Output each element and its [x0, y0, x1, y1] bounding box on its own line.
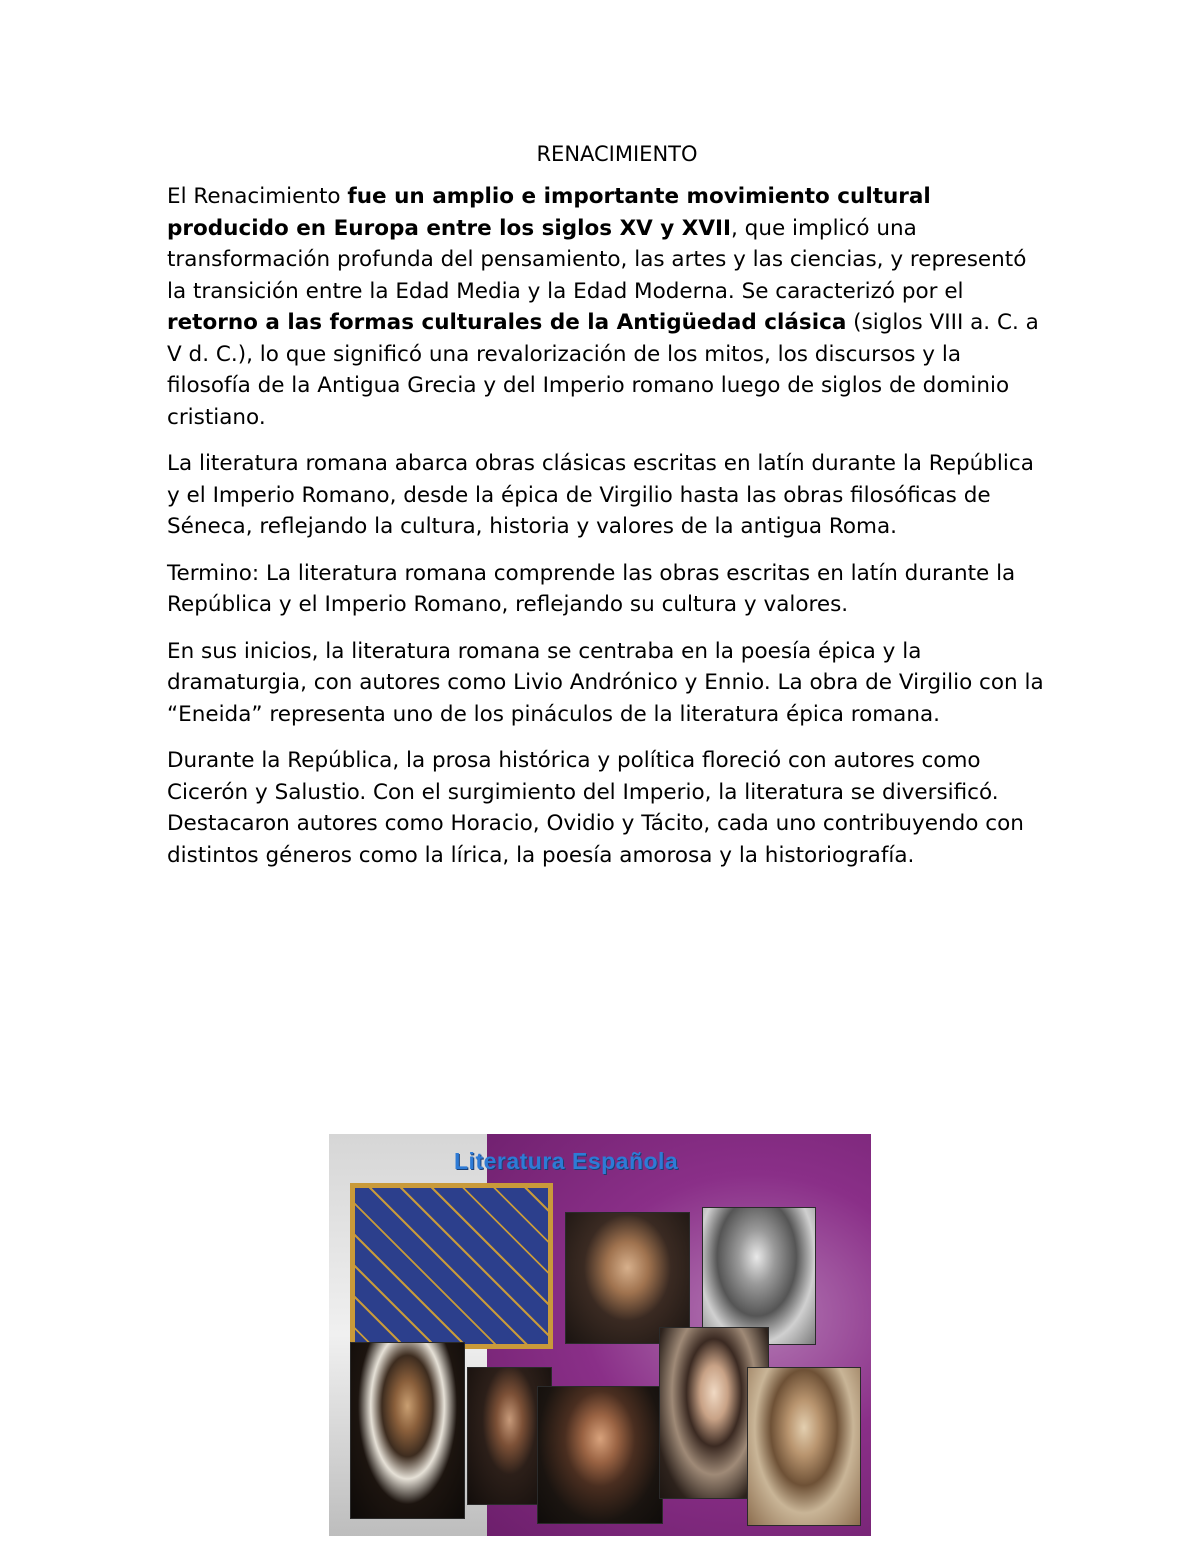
paragraph-1 — [167, 181, 1047, 433]
paragraph-3 — [167, 558, 1047, 621]
paragraph-1-run-1: El Renacimiento — [167, 184, 348, 209]
author-portrait-8 — [747, 1367, 861, 1526]
author-portrait-4 — [350, 1342, 465, 1519]
document-title: RENACIMIENTO — [536, 142, 698, 166]
paragraph-4-text: En sus inicios, la literatura romana se centraba en la poesía épica y la dramaturgia, con autores como Livio Andrónico y Ennio. La obra de Virgilio con la “Eneida” representa uno de los pináculos de la literatura épica romana. — [167, 638, 1044, 727]
document-page — [167, 140, 1047, 886]
paragraph-1-run-3: , que implicó una transformación profunda del pensamiento, las artes y las ciencias, y representó la transición entre la Edad Media y la Edad Moderna. Se caracterizó por el — [167, 215, 1027, 304]
paragraph-1-run-4-bold: retorno a las formas culturales de la Antigüedad clásica — [167, 310, 847, 335]
author-portrait-2 — [565, 1212, 690, 1344]
literature-collage-image — [329, 1134, 871, 1536]
paragraph-2-text: La literatura romana abarca obras clásicas escritas en latín durante la República y el Imperio Romano, desde la épica de Virgilio hasta las obras filosóficas de Séneca, reflejando la cultura, historia y valores de la antigua Roma. — [167, 451, 1034, 539]
paragraph-5-text: Durante la República, la prosa histórica y política floreció con autores como Cicerón y Salustio. Con el surgimiento del Imperio, la literatura se diversificó. Destacaron autores como Horacio, Ovidio y Tácito, cada uno contribuyendo con distintos géneros como la lírica, la poesía amorosa y la historiografía. — [167, 748, 1024, 868]
paragraph-4 — [167, 636, 1047, 731]
paragraph-1-run-2-bold: fue un amplio e importante movimiento cultural producido en Europa entre los siglos XV y XVII — [167, 184, 931, 241]
collage-title: Literatura Española — [454, 1148, 679, 1174]
paragraph-2 — [167, 448, 1047, 543]
paragraph-5 — [167, 745, 1047, 871]
paragraph-1-run-5: (siglos VIII a. C. a V d. C.), lo que significó una revalorización de los mitos, los discursos y la filosofía de la Antigua Grecia y del Imperio romano luego de siglos de dominio cristiano. — [167, 310, 1039, 430]
author-portrait-3 — [702, 1207, 816, 1345]
author-portrait-6 — [537, 1386, 663, 1524]
paragraph-3-text: Termino: La literatura romana comprende las obras escritas en latín durante la República y el Imperio Romano, reflejando su cultura y valores. — [167, 560, 1016, 617]
medieval-minstrels-illustration — [350, 1183, 553, 1349]
